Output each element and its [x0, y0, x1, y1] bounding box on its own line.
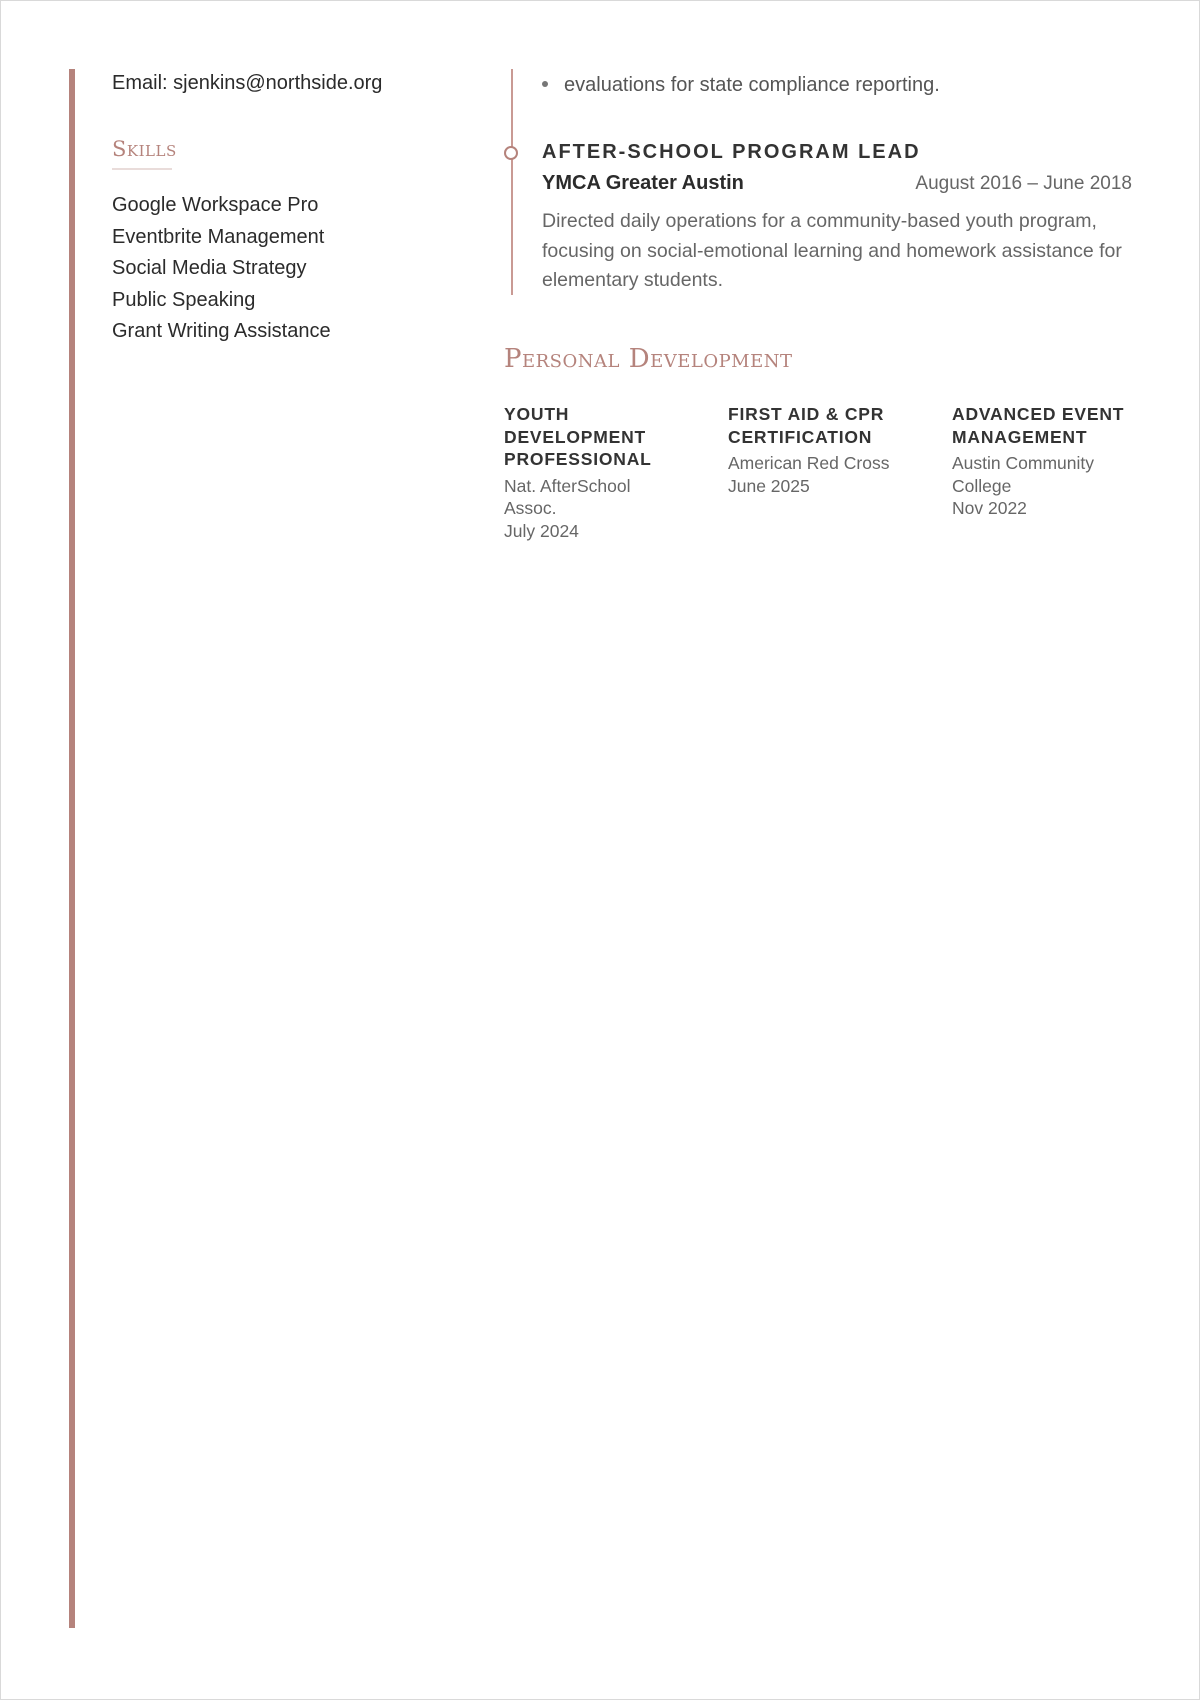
personal-development-heading: Personal Development	[504, 344, 793, 374]
personal-development-grid	[504, 403, 1144, 542]
certification-date: June 2025	[728, 475, 810, 496]
certification-item	[952, 403, 1144, 542]
bullet-icon	[542, 81, 548, 87]
job-dates: August 2016 – June 2018	[915, 173, 1132, 194]
job-organization: YMCA Greater Austin	[542, 172, 744, 194]
job-meta-row	[542, 168, 1132, 199]
certification-date: July 2024	[504, 520, 579, 541]
experience-bullet	[542, 70, 1132, 100]
skill-item: Eventbrite Management	[112, 225, 325, 248]
bullet-text: evaluations for state compliance reporting.	[564, 74, 940, 96]
skill-item: Grant Writing Assistance	[112, 320, 331, 342]
skills-divider	[112, 168, 172, 170]
certification-issuer: Nat. AfterSchool Assoc.	[504, 475, 631, 518]
certification-date: Nov 2022	[952, 498, 1027, 518]
email-line: Email: sjenkins@northside.org	[112, 72, 383, 94]
certification-title: YOUTH DEVELOPMENT PROFESSIONAL	[504, 404, 652, 469]
job-description: Directed daily operations for a community-based youth program, focusing on social-emotional learning and homework assistance for elementary students.	[542, 210, 1122, 291]
skills-heading: Skills	[112, 137, 177, 161]
timeline-dot	[504, 146, 518, 160]
certification-item	[504, 403, 728, 542]
skill-item: Google Workspace Pro	[112, 194, 319, 216]
job-title: AFTER-SCHOOL PROGRAM LEAD	[542, 141, 921, 163]
certification-issuer: Austin Community College	[952, 453, 1094, 496]
certification-item	[728, 403, 952, 542]
certification-title: ADVANCED EVENT MANAGEMENT	[952, 404, 1125, 447]
timeline-line	[511, 69, 513, 295]
certification-title: FIRST AID & CPR CERTIFICATION	[728, 404, 885, 447]
skill-item: Public Speaking	[112, 288, 256, 311]
certification-issuer: American Red Cross	[728, 453, 890, 473]
left-column	[112, 68, 472, 348]
left-accent-bar	[69, 69, 75, 1628]
skill-item: Social Media Strategy	[112, 257, 307, 279]
job-entry	[542, 138, 1132, 296]
skills-list	[112, 190, 472, 348]
